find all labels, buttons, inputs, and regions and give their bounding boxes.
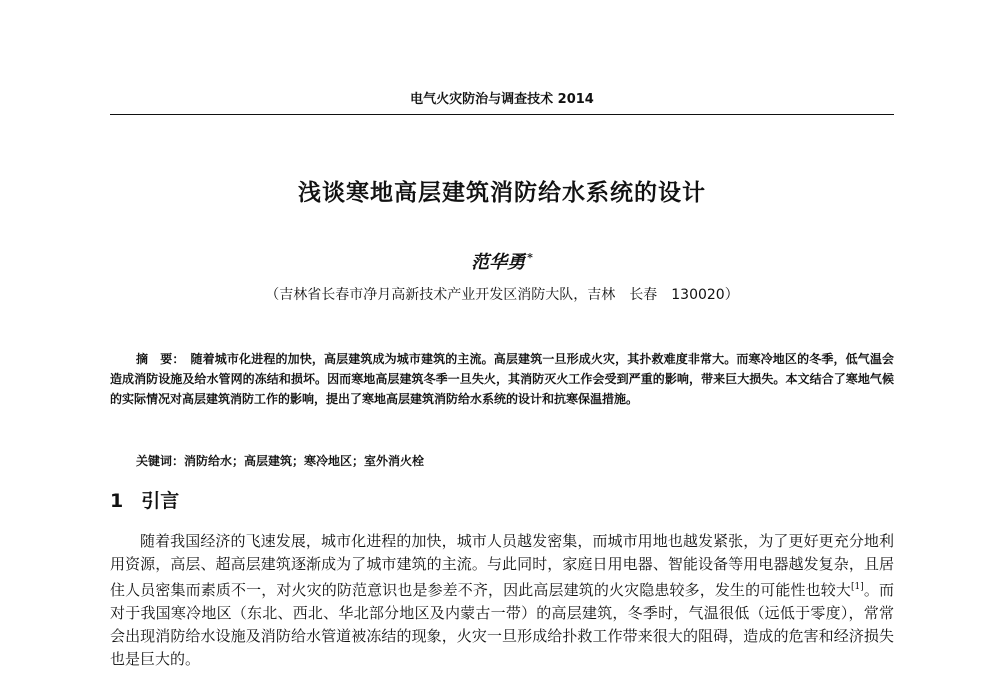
article-title: 浅谈寒地高层建筑消防给水系统的设计 (298, 180, 706, 206)
section-title: 引言 (141, 490, 180, 512)
intro-text-part1: 随着我国经济的飞速发展，城市化进程的加快，城市人员越发密集，而城市用地也越发紧张，为了更好更充分地利用资源，高层、超高层建筑逐渐成为了城市建筑的主流。与此同时，家庭日用电器、智能设备等用电器越发复杂，且居住人员密集而素质不一，对火灾的防范意识也是参差不齐，因此高层建筑的火灾隐患较多，发生的可能性也较大 (110, 532, 894, 599)
keywords-text: 消防给水；高层建筑；寒冷地区；室外消火栓 (184, 454, 425, 468)
author-footnote-mark: * (527, 251, 533, 264)
citation-ref: [1] (850, 582, 864, 592)
keywords (136, 452, 896, 469)
author-affiliation: （吉林省长春市净月高新技术产业开发区消防大队，吉林 长春 130020） (265, 287, 739, 303)
section-number: 1 (110, 490, 124, 512)
running-header: 电气火灾防治与调查技术 2014 (410, 92, 594, 107)
header-rule (110, 114, 894, 115)
intro-text-part2: 。而对于我国寒冷地区（东北、西北、华北部分地区及内蒙古一带）的高层建筑，冬季时，气温很低（远低于零度），常常会出现消防给水设施及消防给水管道被冻结的现象，火灾一旦形成给扑救工作带来很大的阻碍，造成的危害和经济损失也是巨大的。 (110, 581, 894, 668)
keywords-label: 关键词： (136, 454, 185, 468)
abstract-label: 摘 要： (136, 352, 185, 366)
section-heading (110, 486, 179, 513)
abstract (110, 349, 894, 409)
intro-paragraph (110, 530, 894, 671)
abstract-text: 随着城市化进程的加快，高层建筑成为城市建筑的主流。高层建筑一旦形成火灾，其扑救难度非常大。而寒冷地区的冬季，低气温会造成消防设施及给水管网的冻结和损坏。因而寒地高层建筑冬季一旦失火，其消防灭火工作会受到严重的影响，带来巨大损失。本文结合了寒地气候的实际情况对高层建筑消防工作的影响，提出了寒地高层建筑消防给水系统的设计和抗寒保温措施。 (110, 352, 894, 406)
author-line (110, 248, 894, 274)
author-name: 范华勇 (471, 252, 526, 273)
